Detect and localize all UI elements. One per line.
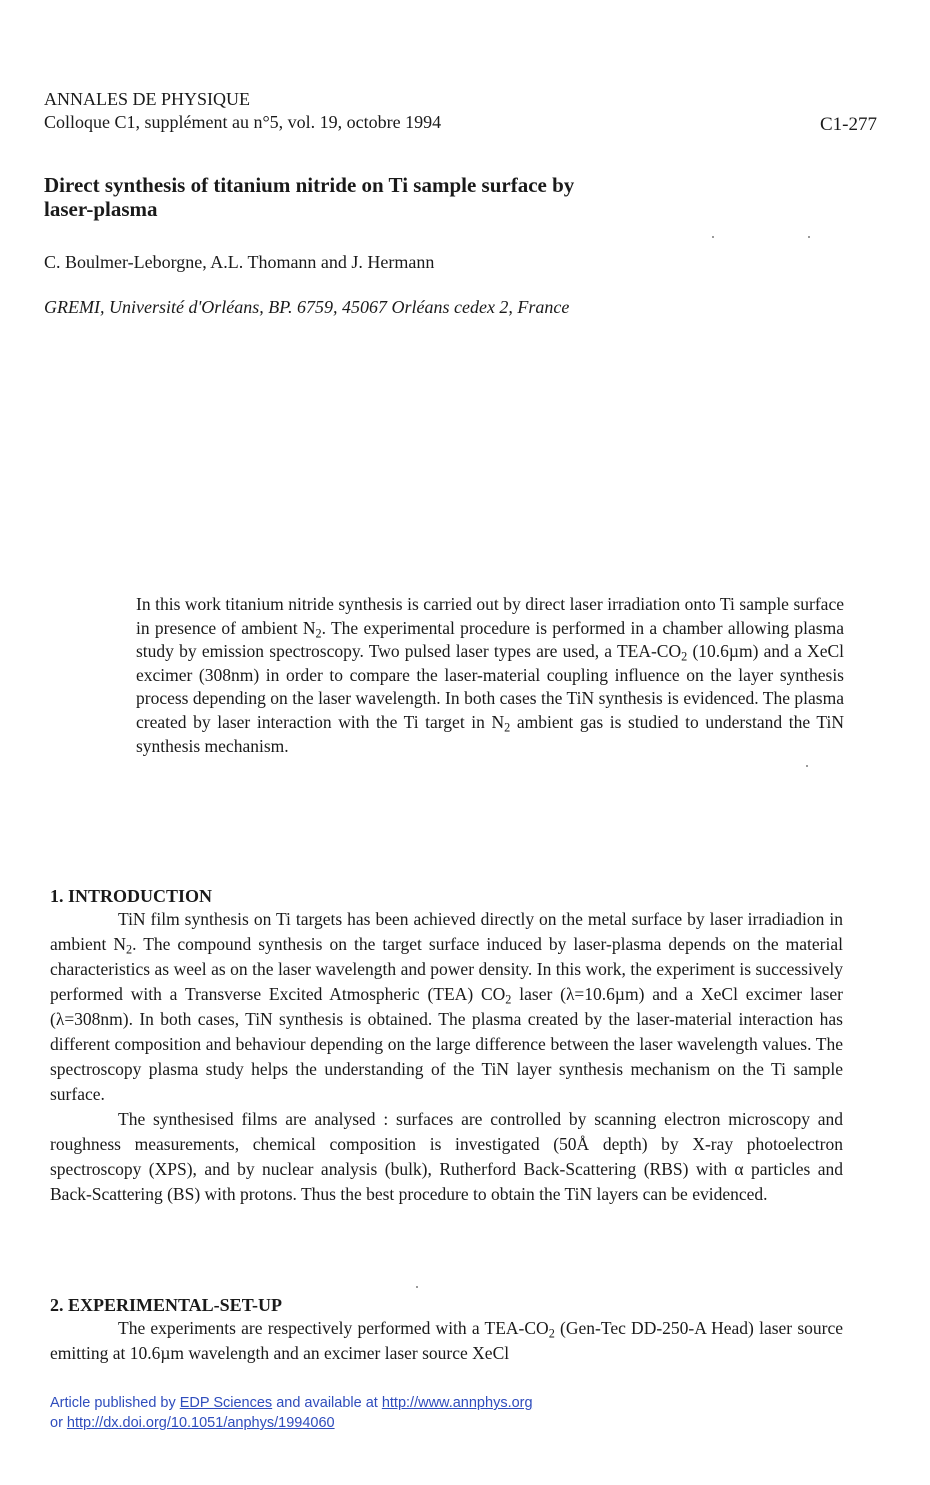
introduction-text-1b: . The compound synthesis on the target surface induced by laser-plasma depends on the material characteristics as weel as on the laser wavelength and power density. In this work, the experiment is successively performed with a Transverse Excited Atmospheric (TEA) CO [50,934,843,1004]
setup-text-1b: (Gen-Tec DD-250-A Head) laser source emitting at 10.6µm wavelength and an excimer laser source XeCl [50,1318,843,1363]
abstract-text-2: . The experimental procedure is performed in a chamber allowing plasma study by emission spectroscopy. Two pulsed laser types are used, a TEA-CO [136,617,844,662]
introduction-section [50,885,843,1207]
setup-paragraph-1 [50,1316,843,1366]
article-title [44,173,804,221]
article-title-line-1: Direct synthesis of titanium nitride on Ti sample surface by [44,173,575,197]
scan-speck [808,236,810,238]
scan-speck [416,1286,418,1288]
scan-speck [712,236,714,238]
article-authors: C. Boulmer-Leborgne, A.L. Thomann and J. Hermann [44,252,435,272]
article-title-line-2: laser-plasma [44,197,158,221]
abstract-text-3: (10.6µm) and a XeCl excimer (308nm) in order to compare the laser-material coupling influence on the layer synthesis process depending on the laser wavelength. In both cases the TiN synthesis is evidenced. The plasma created by laser interaction with the Ti target in N [136,641,844,732]
setup-section [50,1294,843,1366]
abstract-text-1: In this work titanium nitride synthesis is carried out by direct laser irradiation onto Ti sample surface in presence of ambient N [136,594,844,638]
edp-sciences-link[interactable]: EDP Sciences [179,1395,273,1411]
introduction-subscript-2: 2 [505,992,512,1007]
footer-prefix: Article published by [50,1395,180,1411]
setup-text-1a: The experiments are respectively performed with a TEA-CO [118,1318,549,1338]
abstract [136,593,844,758]
footer-middle: and available at [272,1395,382,1411]
footer-or: or [50,1415,67,1431]
abstract-subscript-3: 2 [504,720,511,735]
setup-heading: 2. EXPERIMENTAL-SET-UP [50,1295,283,1315]
scan-speck [806,765,808,767]
journal-header [44,88,441,134]
article-affiliation: GREMI, Université d'Orléans, BP. 6759, 45067 Orléans cedex 2, France [44,297,570,317]
publication-footer [50,1393,533,1433]
introduction-text-1c: laser (λ=10.6µm) and a XeCl excimer laser (λ=308nm). In both cases, TiN synthesis is obtained. The plasma created by the laser-material interaction has different composition and behaviour depending on the large difference between the laser wavelength values. The spectroscopy plasma study helps the understanding of the TiN layer synthesis mechanism on the Ti sample surface. [50,984,843,1104]
introduction-paragraph-1 [50,907,843,1107]
journal-name: ANNALES DE PHYSIQUE [44,89,250,109]
introduction-paragraph-2: The synthesised films are analysed : surfaces are controlled by scanning electron microscopy and roughness measurements, chemical composition is investigated (50Å depth) by X-ray photoelectron spectroscopy (XPS), and by nuclear analysis (bulk), Rutherford Back-Scattering (RBS) with α particles and Back-Scattering (BS) with protons. Thus the best procedure to obtain the TiN layers can be evidenced. [50,1109,843,1204]
footer-line-1 [50,1393,533,1413]
annphys-site-link[interactable]: http://www.annphys.org [381,1395,533,1411]
abstract-subscript-1: 2 [315,626,322,641]
introduction-subscript-1: 2 [126,942,133,957]
page-number: C1-277 [820,114,877,135]
abstract-subscript-2: 2 [681,649,688,664]
doi-link[interactable]: http://dx.doi.org/10.1051/anphys/1994060 [66,1415,335,1431]
footer-line-2 [50,1413,533,1433]
abstract-text-4: ambient gas is studied to understand the TiN synthesis mechanism. [136,711,844,756]
introduction-heading: 1. INTRODUCTION [50,886,213,906]
introduction-text-1a: TiN film synthesis on Ti targets has been achieved directly on the metal surface by laser irradiadion in ambient N [50,909,843,954]
setup-subscript-1: 2 [548,1326,555,1341]
journal-citation: Colloque C1, supplément au n°5, vol. 19, octobre 1994 [44,112,442,132]
